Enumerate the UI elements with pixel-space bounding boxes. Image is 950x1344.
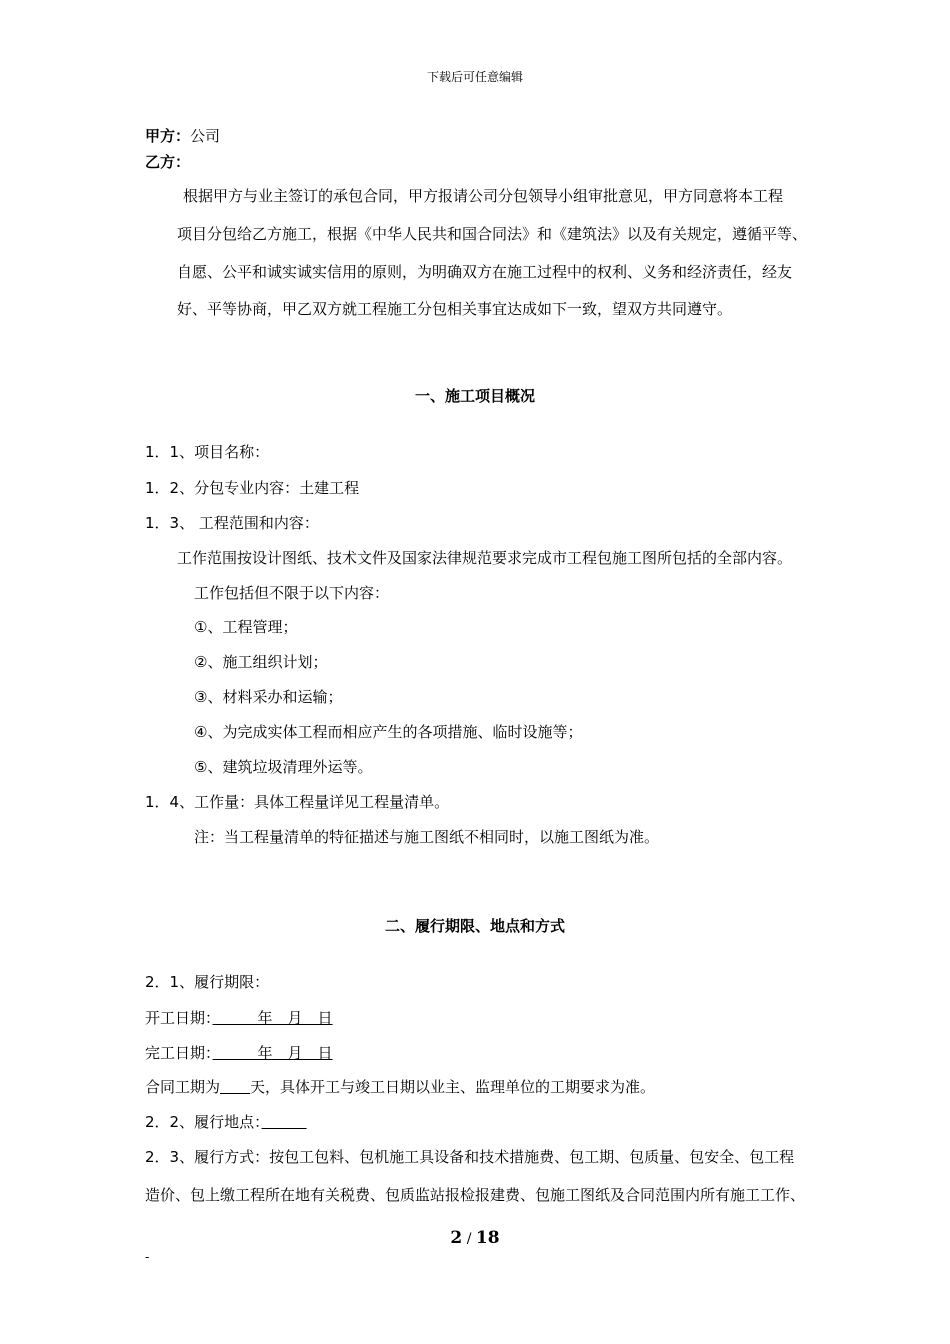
item-2-2-blank — [262, 1113, 307, 1131]
item-2-2-label: 2．2、履行地点： — [145, 1113, 262, 1131]
scope-text: 工作范围按设计图纸、技术文件及国家法律规范要求完成市工程包施工图所包括的全部内容。 — [177, 549, 793, 567]
total-pages: 18 — [475, 1228, 500, 1248]
start-date-line — [145, 1008, 333, 1028]
section-2-title: 二、履行期限、地点和方式 — [384, 917, 565, 935]
duration-suffix: 天，具体开工与竣工日期以业主、监理单位的工期要求为准。 — [250, 1078, 656, 1096]
party-b-label: 乙方： — [145, 153, 191, 171]
intro-line-2: 项目分包给乙方施工，根据《中华人民共和国合同法》和《建筑法》以及有关规定，遵循平等、 — [177, 225, 808, 243]
item-2-2 — [145, 1112, 307, 1132]
intro-line-4: 好、平等协商，甲乙双方就工程施工分包相关事宜达成如下一致，望双方共同遵守。 — [177, 300, 733, 318]
list-item: ②、施工组织计划； — [194, 653, 328, 671]
duration-prefix: 合同工期为 — [145, 1078, 221, 1096]
item-1-4: 1．4、工作量：具体工程量详见工程量清单。 — [145, 793, 450, 811]
note-text: 注：当工程量清单的特征描述与施工图纸不相同时，以施工图纸为准。 — [194, 828, 660, 846]
end-date-line — [145, 1043, 333, 1063]
party-a-label: 甲方： — [145, 127, 191, 145]
start-date-label: 开工日期： — [145, 1009, 213, 1027]
intro-line-3: 自愿、公平和诚实诚实信用的原则，为明确双方在施工过程中的权利、义务和经济责任，经友 — [177, 263, 793, 281]
item-2-3-line-2: 造价、包上缴工程所在地有关税费、包质监站报检报建费、包施工图纸及合同范围内所有施工工作、 — [145, 1186, 806, 1204]
end-date-value: 年 月 日 — [212, 1044, 333, 1062]
intro-line-1: 根据甲方与业主签订的承包合同，甲方报请公司分包领导小组审批意见，甲方同意将本工程 — [183, 187, 784, 205]
list-item: ③、材料采办和运输； — [194, 688, 343, 706]
page-separator: / — [462, 1231, 476, 1247]
item-2-3-line-1: 2．3、履行方式：按包工包料、包机施工具设备和技术措施费、包工期、包质量、包安全、包工程 — [145, 1148, 795, 1166]
duration-blank — [220, 1078, 250, 1096]
item-1-3: 1．3、 工程范围和内容： — [145, 514, 319, 532]
item-2-1: 2．1、履行期限： — [145, 973, 270, 991]
section-1-title: 一、施工项目概况 — [414, 387, 535, 405]
end-date-label: 完工日期： — [145, 1044, 213, 1062]
start-date-value: 年 月 日 — [212, 1009, 333, 1027]
footer-dash: - — [145, 1250, 150, 1264]
item-1-1: 1．1、项目名称： — [145, 443, 270, 461]
list-item: ①、工程管理； — [194, 618, 298, 636]
list-item: ④、为完成实体工程而相应产生的各项措施、临时设施等； — [194, 723, 583, 741]
list-item: ⑤、建筑垃圾清理外运等。 — [194, 758, 373, 776]
item-1-2: 1．2、分包专业内容：土建工程 — [145, 479, 360, 497]
page-header-note: 下载后可任意编辑 — [426, 70, 523, 84]
includes-text: 工作包括但不限于以下内容： — [194, 584, 390, 602]
current-page: 2 — [450, 1228, 463, 1248]
duration-line — [145, 1077, 655, 1097]
party-a-value: 公司 — [190, 127, 221, 145]
party-a-line — [145, 126, 220, 146]
page-number — [0, 1228, 950, 1248]
